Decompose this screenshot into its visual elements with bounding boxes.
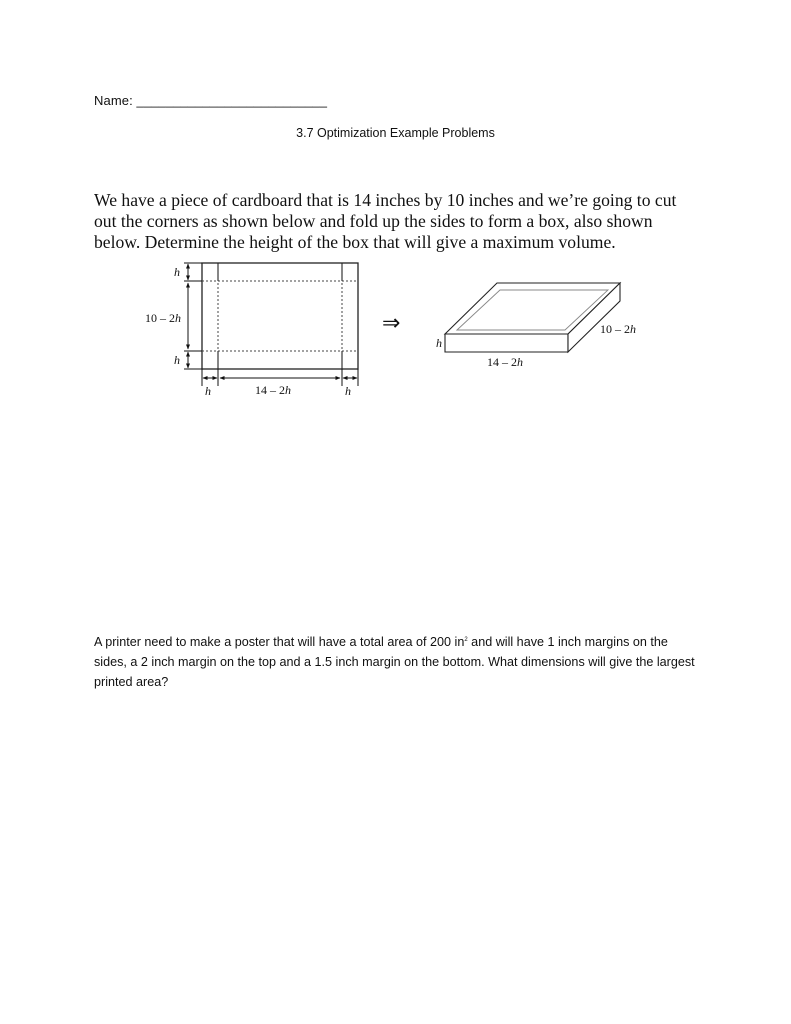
label-h-top: h: [174, 265, 180, 279]
corner-cuts: [218, 263, 342, 369]
label-h-left: h: [205, 384, 211, 398]
label-front-box: 14 – 2h: [487, 355, 523, 369]
problem-1-text: We have a piece of cardboard that is 14 inches by 10 inches and we’re going to cut out the corners as shown below and fold up the sides to form a box, also shown below. Determine the height of the box that will give a maximum volume.: [94, 190, 677, 252]
label-side-flat: 10 – 2h: [145, 311, 181, 325]
flat-cardboard-diagram: [145, 263, 358, 398]
problem-2-text: A printer need to make a poster that will have a total area of 200 $in^2$ and will have 1 inch margins on the sides, a 2 inch margin on the top and a 1.5 inch margin on the bottom. What dimensions will give the largest printed area?: [94, 635, 695, 689]
implies-arrow-icon: ⇒: [382, 311, 401, 336]
label-height-box: h: [436, 336, 442, 350]
cardboard-outline: [202, 263, 358, 369]
name-field-label: Name: __________________________: [94, 93, 328, 108]
label-h-right: h: [345, 384, 351, 398]
label-bottom-flat: 14 – 2h: [255, 383, 291, 397]
box-front-face: [445, 334, 568, 352]
document-title: 3.7 Optimization Example Problems: [296, 126, 495, 140]
left-dimension-lines: [184, 263, 202, 369]
fold-lines: [202, 263, 358, 369]
superscript-2: 2: [464, 637, 468, 643]
folded-box-diagram: [445, 283, 620, 352]
label-side-box: 10 – 2h: [600, 322, 636, 336]
label-h-bottom: h: [174, 353, 180, 367]
cardboard-box-figure: [0, 0, 791, 420]
